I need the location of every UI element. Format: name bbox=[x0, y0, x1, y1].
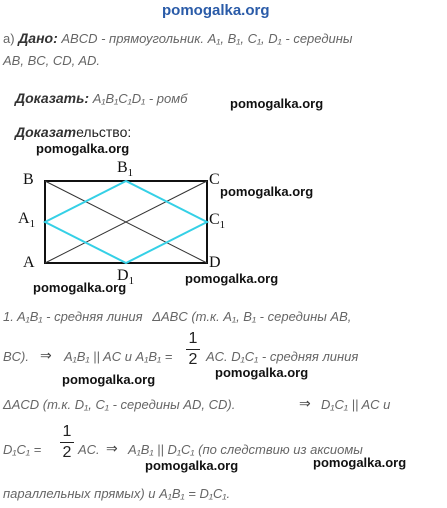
given-heading: Дано: bbox=[18, 30, 58, 46]
label-b1: $B_1$ bbox=[117, 159, 134, 180]
label-d1: $D_1$ bbox=[117, 267, 135, 288]
proof-line-3a: ΔACD (т.к. D₁, C₁ - середины AD, CD). bbox=[3, 397, 236, 412]
proof-line-2a: BC). bbox=[3, 349, 29, 364]
watermark: pomogalka.org bbox=[145, 458, 239, 473]
proof-line-5: параллельных прямых) и A₁B₁ = D₁C₁. bbox=[3, 486, 231, 501]
watermark: pomogalka.org bbox=[185, 271, 279, 286]
label-a: A bbox=[23, 254, 35, 271]
proof-line-1: 1. A₁B₁ - средняя линия ΔABC (т.к. A₁, B₁ - середины AB, bbox=[3, 309, 352, 324]
proof-line-4c: A₁B₁ || D₁C₁ (по следствию из аксиомы bbox=[128, 442, 363, 457]
proof-line-4b: AC. bbox=[78, 442, 100, 457]
proof-line-4a: D₁C₁ = bbox=[3, 442, 42, 457]
watermark: pomogalka.org bbox=[215, 365, 309, 380]
label-c1: $C_1$ bbox=[209, 211, 226, 232]
implies-symbol: ⇒ bbox=[106, 440, 118, 456]
watermark: pomogalka.org bbox=[230, 96, 324, 111]
implies-symbol: ⇒ bbox=[40, 347, 52, 363]
proof-line-3b: D₁C₁ || AC и bbox=[321, 397, 391, 412]
proof-line-2c: AC. D₁C₁ - средняя линия bbox=[206, 349, 359, 364]
prove-statement: A₁B₁C₁D₁ - ромб bbox=[92, 91, 188, 106]
watermark: pomogalka.org bbox=[62, 372, 156, 387]
label-c: C bbox=[209, 171, 220, 188]
given-prefix: а) bbox=[3, 31, 15, 46]
watermark: pomogalka.org bbox=[33, 280, 127, 295]
label-b: B bbox=[23, 171, 34, 188]
watermark: pomogalka.org bbox=[313, 455, 407, 470]
watermark: pomogalka.org bbox=[220, 184, 314, 199]
fraction-one-half: 1 2 bbox=[186, 330, 200, 369]
proof-heading: Доказательство: bbox=[15, 124, 132, 140]
implies-symbol: ⇒ bbox=[299, 395, 311, 411]
watermark-top: pomogalka.org bbox=[162, 2, 270, 19]
given-text: ABCD - прямоугольник. A₁, B₁, C₁, D₁ - середины bbox=[61, 31, 353, 46]
fraction-one-half: 1 2 bbox=[60, 423, 74, 462]
label-a1: $A_1$ bbox=[18, 210, 36, 231]
given-line-2: AB, BC, CD, AD. bbox=[3, 53, 101, 68]
label-d: D bbox=[209, 254, 221, 271]
watermark: pomogalka.org bbox=[36, 141, 130, 156]
proof-line-2b: A₁B₁ || AC и A₁B₁ = bbox=[64, 349, 173, 364]
prove-heading: Доказать: bbox=[15, 90, 90, 106]
